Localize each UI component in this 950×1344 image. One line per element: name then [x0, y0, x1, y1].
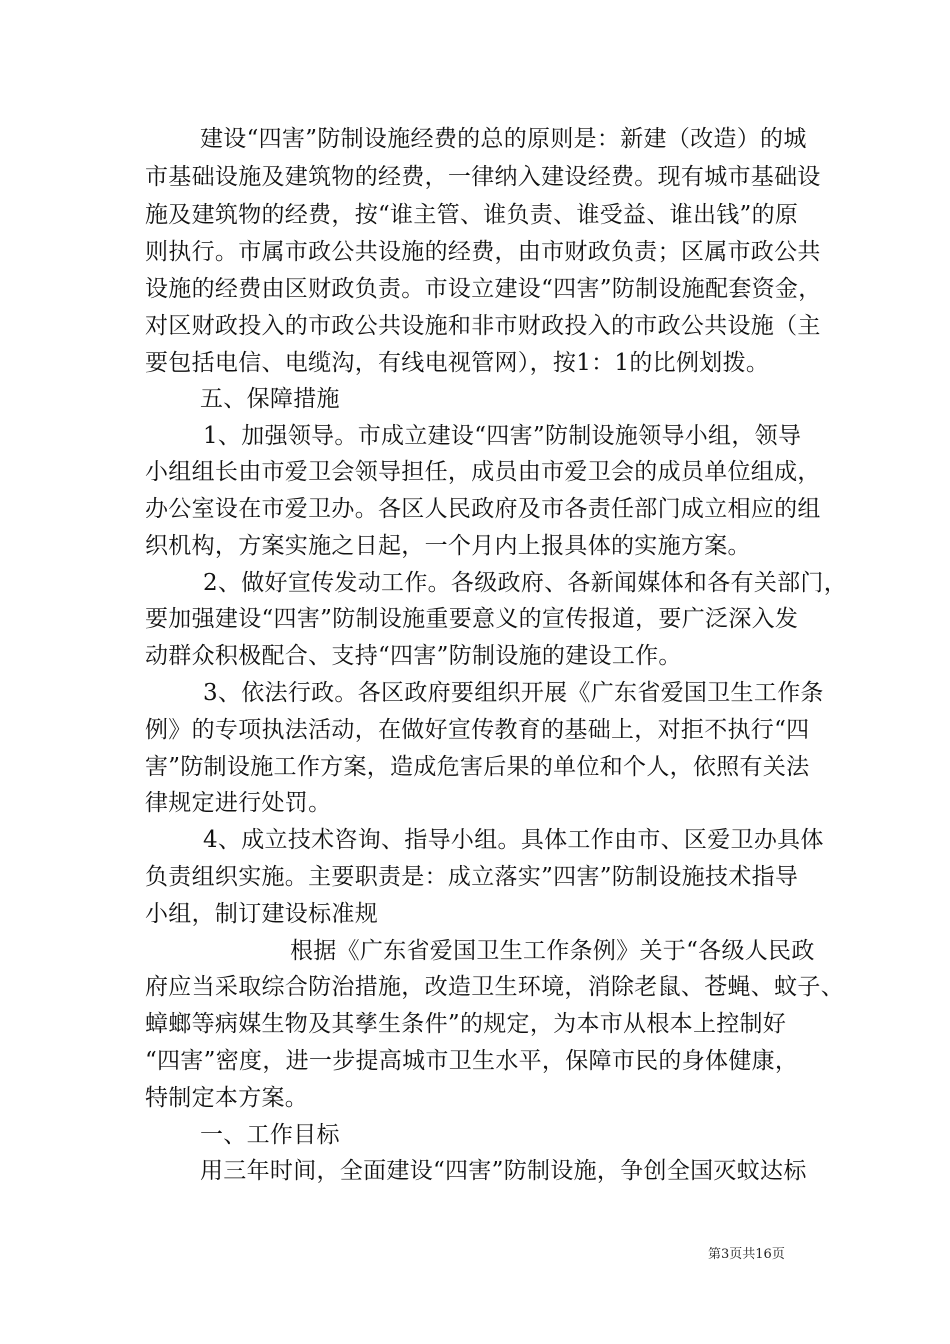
text-line: 负责组织实施。主要职责是：成立落实”四害”防制设施技术指导: [145, 864, 799, 890]
text-line: 织机构，方案实施之日起，一个月内上报具体的实施方案。: [145, 533, 751, 559]
text-line: 市基础设施及建筑物的经费，一律纳入建设经费。现有城市基础设: [145, 164, 821, 190]
text-line: 律规定进行处罚。: [145, 790, 332, 816]
text-line: 蟑螂等病媒生物及其孳生条件”的规定，为本市从根本上控制好: [145, 1011, 787, 1037]
text-line: 动群众积极配合、支持“四害”防制设施的建设工作。: [145, 643, 682, 669]
text-line: 1、加强领导。市成立建设“四害”防制设施领导小组，领导: [203, 423, 802, 449]
text-line: 府应当采取综合防治措施，改造卫生环境，消除老鼠、苍蝇、蚊子、: [145, 974, 844, 1000]
text-line: 2、做好宣传发动工作。各级政府、各新闻媒体和各有关部门，: [203, 570, 848, 596]
section-heading: 五、保障措施: [200, 386, 340, 412]
text-line: 对区财政投入的市政公共设施和非市财政投入的市政公共设施（主: [145, 313, 821, 339]
text-line: 害”防制设施工作方案，造成危害后果的单位和个人，依照有关法: [145, 754, 810, 780]
page-number: 第3页共16页: [708, 1247, 785, 1262]
text-line: “四害”密度，进一步提高城市卫生水平，保障市民的身体健康，: [145, 1048, 799, 1074]
text-line: 4、成立技术咨询、指导小组。具体工作由市、区爱卫办具体: [203, 827, 824, 853]
text-line: 要包括电信、电缆沟，有线电视管网），按1：1的比例划拨。: [145, 350, 770, 376]
text-line: 根据《广东省爱国卫生工作条例》关于“各级人民政: [290, 938, 815, 964]
text-line: 施及建筑物的经费，按“谁主管、谁负责、谁受益、谁出钱”的原: [145, 202, 799, 228]
text-line: 设施的经费由区财政负责。市设立建设“四害”防制设施配套资金，: [145, 276, 822, 302]
text-line: 小组，制订建设标准规: [145, 901, 378, 927]
text-line: 特制定本方案。: [145, 1085, 309, 1111]
text-line: 则执行。市属市政公共设施的经费，由市财政负责；区属市政公共: [145, 239, 821, 265]
text-line: 小组组长由市爱卫会领导担任，成员由市爱卫会的成员单位组成，: [145, 459, 821, 485]
text-line: 办公室设在市爱卫办。各区人民政府及市各责任部门成立相应的组: [145, 496, 821, 522]
text-line: 用三年时间，全面建设“四害”防制设施，争创全国灭蚊达标: [200, 1158, 807, 1184]
text-line: 3、依法行政。各区政府要组织开展《广东省爱国卫生工作条: [203, 680, 824, 706]
text-line: 要加强建设“四害”防制设施重要意义的宣传报道，要广泛深入发: [145, 606, 799, 632]
text-line: 建设“四害”防制设施经费的总的原则是：新建（改造）的城: [200, 126, 807, 152]
text-line: 例》的专项执法活动，在做好宣传教育的基础上，对拒不执行“四: [145, 717, 810, 743]
section-heading: 一、工作目标: [200, 1122, 340, 1148]
